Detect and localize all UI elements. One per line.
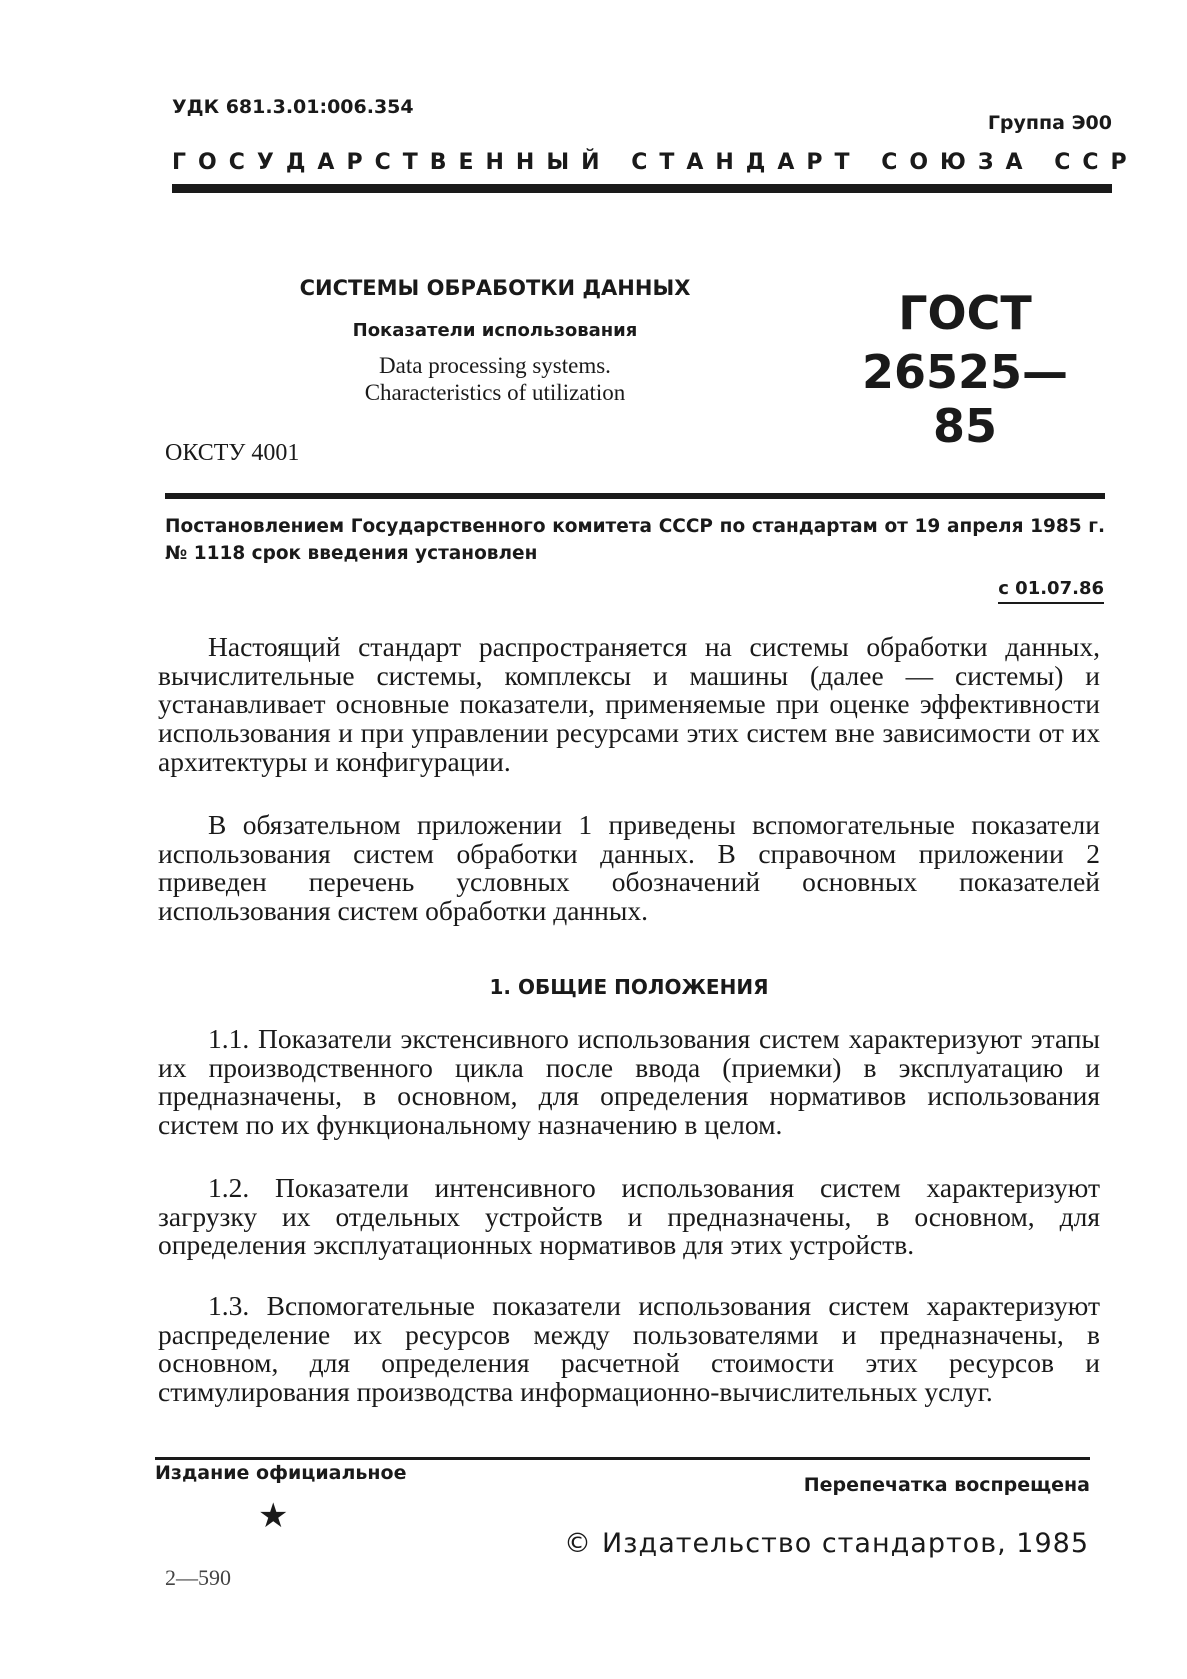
- publisher-text: Издательство стандартов, 1985: [601, 1528, 1089, 1559]
- section-heading: 1. ОБЩИЕ ПОЛОЖЕНИЯ: [489, 975, 769, 999]
- gost-number: 26525—85: [861, 345, 1069, 453]
- okstu-code: ОКСТУ 4001: [165, 440, 300, 466]
- intro-paragraph-2: В обязательном приложении 1 приведены вспомогательные показатели использования систем обработки данных. В справочном приложении 2 приведен перечень условных обозначений основных показателей использования систем обработки данных.: [158, 809, 1100, 927]
- state-standard-heading: ГОСУДАРСТВЕННЫЙ СТАНДАРТ СОЮЗА ССР: [172, 150, 1139, 175]
- document-subtitle: Показатели использования: [352, 320, 638, 341]
- effective-date: с 01.07.86: [998, 578, 1104, 604]
- udk-code: УДК 681.3.01:006.354: [172, 96, 414, 118]
- clause-1-3: 1.3. Вспомогательные показатели использования систем характеризуют распределение их ресурсов между пользователями и предназначены, в основном, для определения расчетной стоимости этих ресурсов и стимулирования производства информационно-вычислительных услуг.: [158, 1290, 1100, 1408]
- footer-rule: [155, 1457, 1090, 1460]
- edition-label: Издание официальное: [155, 1462, 407, 1484]
- reprint-notice: Перепечатка воспрещена: [803, 1474, 1090, 1496]
- group-code: Группа Э00: [987, 112, 1112, 134]
- intro-paragraph-1: Настоящий стандарт распространяется на системы обработки данных, вычислительные системы, комплексы и машины (далее — системы) и устанавливает основные показатели, применяемые при оценке эффективности использования и при управлении ресурсами этих систем вне зависимости от их архитектуры и конфигурации.: [158, 631, 1100, 777]
- gost-label: ГОСТ: [898, 286, 1032, 340]
- decree-text: Постановлением Государственного комитета СССР по стандартам от 19 апреля 1985 г. № 1118 срок введения установлен: [165, 516, 1105, 564]
- section-rule: [165, 493, 1105, 499]
- header-rule: [172, 184, 1112, 193]
- copyright-icon: ©: [563, 1528, 592, 1559]
- english-title-line-1: Data processing systems.: [379, 353, 611, 378]
- clause-1-1: 1.1. Показатели экстенсивного использования систем характеризуют этапы их производственного цикла после ввода (приемки) в эксплуатацию и предназначены, в основном, для определения нормативов использования систем по их функциональному назначению в целом.: [158, 1023, 1100, 1141]
- publisher-line: [564, 1528, 1089, 1559]
- clause-1-2: 1.2. Показатели интенсивного использования систем характеризуют загрузку их отдельных устройств и предназначены, в основном, для определения эксплуатационных нормативов для этих устройств.: [158, 1172, 1100, 1261]
- star-icon: ★: [258, 1496, 289, 1536]
- page-code: 2—590: [165, 1565, 231, 1590]
- english-title-line-2: Characteristics of utilization: [364, 380, 626, 405]
- document-title: СИСТЕМЫ ОБРАБОТКИ ДАННЫХ: [299, 276, 691, 300]
